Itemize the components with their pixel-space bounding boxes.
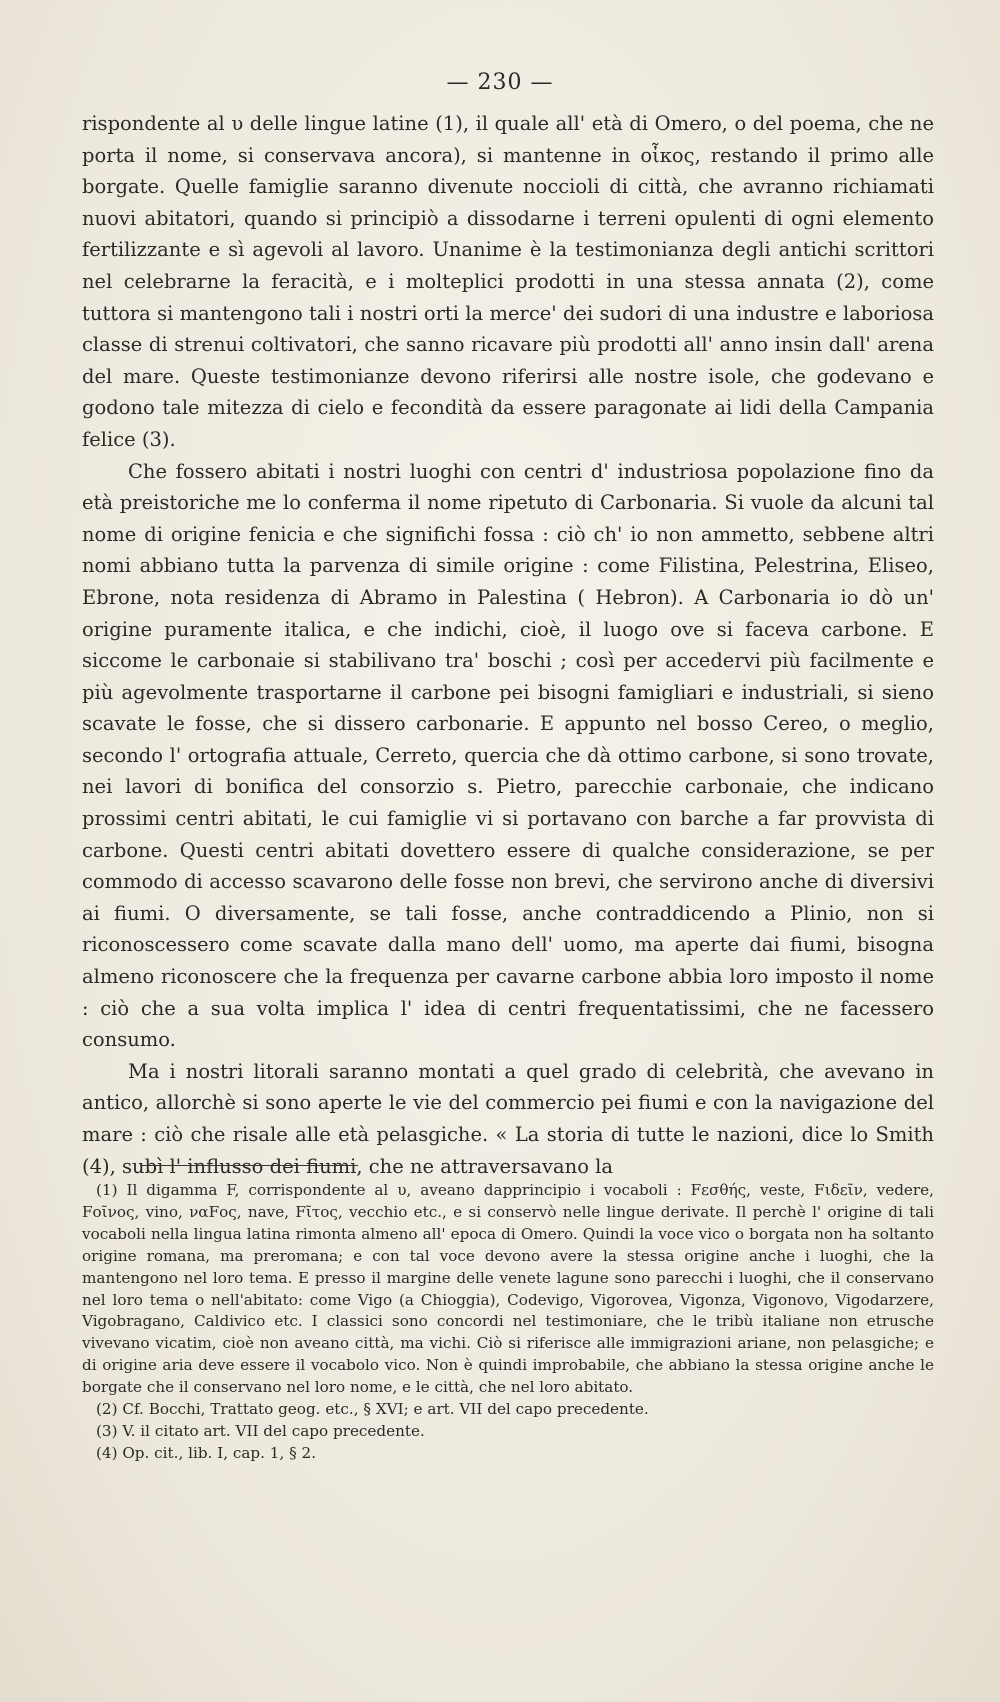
paragraph-2: Che fossero abitati i nostri luoghi con centri d' industriosa popolazione fino da età preistoriche me lo conferma il nome ripetuto di Carbonaria. Si vuole da alcuni tal nome di origine fenicia e che significhi fossa : ciò ch' io non ammetto, sebbene altri nomi abbiano tutta la parvenza di simile origine : come Filistina, Pelestrina, Eliseo, Ebrone, nota residenza di Abramo in Palestina ( Hebron). A Carbonaria io dò un' origine puramente italica, e che indichi, cioè, il luogo ove si faceva carbone. E siccome le carbonaie si stabilivano tra' boschi ; così per accedervi più facilmente e più agevolmente trasportarne il carbone pei bisogni famigliari e industriali, si sieno scavate le fosse, che si dissero carbonarie. E appunto nel bosso Cereo, o meglio, secondo l' ortografia attuale, Cerreto, quercia che dà ottimo carbone, si sono trovate, nei lavori di bonifica del consorzio s. Pietro, parecchie carbonaie, che indicano prossimi centri abitati, le cui famiglie vi si portavano con barche a far provvista di carbone. Questi centri abitati dovettero essere di qualche considerazione, se per commodo di accesso scavarono delle fosse non brevi, che servirono anche di diversivi ai fiumi. O diversamente, se tali fosse, anche contraddicendo a Plinio, non si riconoscessero come scavate dalla mano dell' uomo, ma aperte dai fiumi, bisogna almeno riconoscere che la frequenza per cavarne carbone abbia loro imposto il nome : ciò che a sua volta implica l' idea di centri frequentatissimi, che ne facessero consumo.: [82, 459, 934, 1052]
footnote-4: (4) Op. cit., lib. I, cap. 1, § 2.: [96, 1443, 317, 1462]
page-number: — 230 —: [446, 70, 554, 95]
footnote-1: (1) Il digamma F, corrispondente al υ, aveano dapprincipio i vocaboli : Fεσθής, veste, Fιδεῖν, vedere, Fοῖνος, vino, ναFος, nave, Fῖτος, vecchio etc., e si conservò nelle lingue derivate. Il perchè l' origine di tali vocaboli nella lingua latina rimonta almeno all' epoca di Omero. Quindi la voce vico o borgata non ha soltanto origine romana, ma preromana; e con tal voce devono avere la stessa origine anche i luoghi, che la mantengono nel loro tema. E presso il margine delle venete lagune sono parecchi i luoghi, che il conservano nel loro tema o nell'abitato: come Vigo (a Chioggia), Codevigo, Vigorovea, Vigonza, Vigonovo, Vigodarzere, Vigobragano, Caldivico etc. I classici sono concordi nel testimoniare, che le tribù italiane non etrusche vivevano vicatim, cioè non aveano città, ma vichi. Ciò si riferisce alle immigrazioni ariane, non pelasgiche; e di origine aria deve essere il vocabolo vico. Non è quindi improbabile, che abbiano la stessa origine anche le borgate che il conservano nel loro nome, e le città, che nel loro abitato.: [82, 1181, 934, 1397]
paragraph-3: Ma i nostri litorali saranno montati a quel grado di celebrità, che avevano in antico, allorchè si sono aperte le vie del commercio pei fiumi e con la navigazione del mare : ciò che risale alle età pelasgiche. « La storia di tutte le nazioni, dice lo Smith (4), subì l' influsso dei fiumi, che ne attraversavano la: [82, 1059, 934, 1178]
footnote-3: (3) V. il citato art. VII del capo precedente.: [96, 1421, 425, 1440]
footnote-separator: [140, 1165, 358, 1166]
paragraph-1: rispondente al υ delle lingue latine (1), il quale all' età di Omero, o del poema, che ne porta il nome, si conservava ancora), si mantenne in οἶκος, restando il primo alle borgate. Quelle famiglie saranno divenute noccioli di città, che avranno richiamati nuovi abitatori, quando si principiò a dissodarne i terreni opulenti di ogni elemento fertilizzante e sì agevoli al lavoro. Unanime è la testimonianza degli antichi scrittori nel celebrarne la feracità, e i molteplici prodotti in una stessa annata (2), come tuttora si mantengono tali i nostri orti la merce' dei sudori di una industre e laboriosa classe di strenui coltivatori, che sanno ricavare più prodotti all' anno insin dall' arena del mare. Queste testimonianze devono riferirsi alle nostre isole, che godevano e godono tale mitezza di cielo e fecondità da essere paragonate ai lidi della Campania felice (3).: [82, 112, 934, 451]
footnote-2: (2) Cf. Bocchi, Trattato geog. etc., § XVI; e art. VII del capo precedente.: [96, 1400, 649, 1419]
main-text: [82, 108, 934, 1182]
footnotes: [82, 1180, 934, 1465]
